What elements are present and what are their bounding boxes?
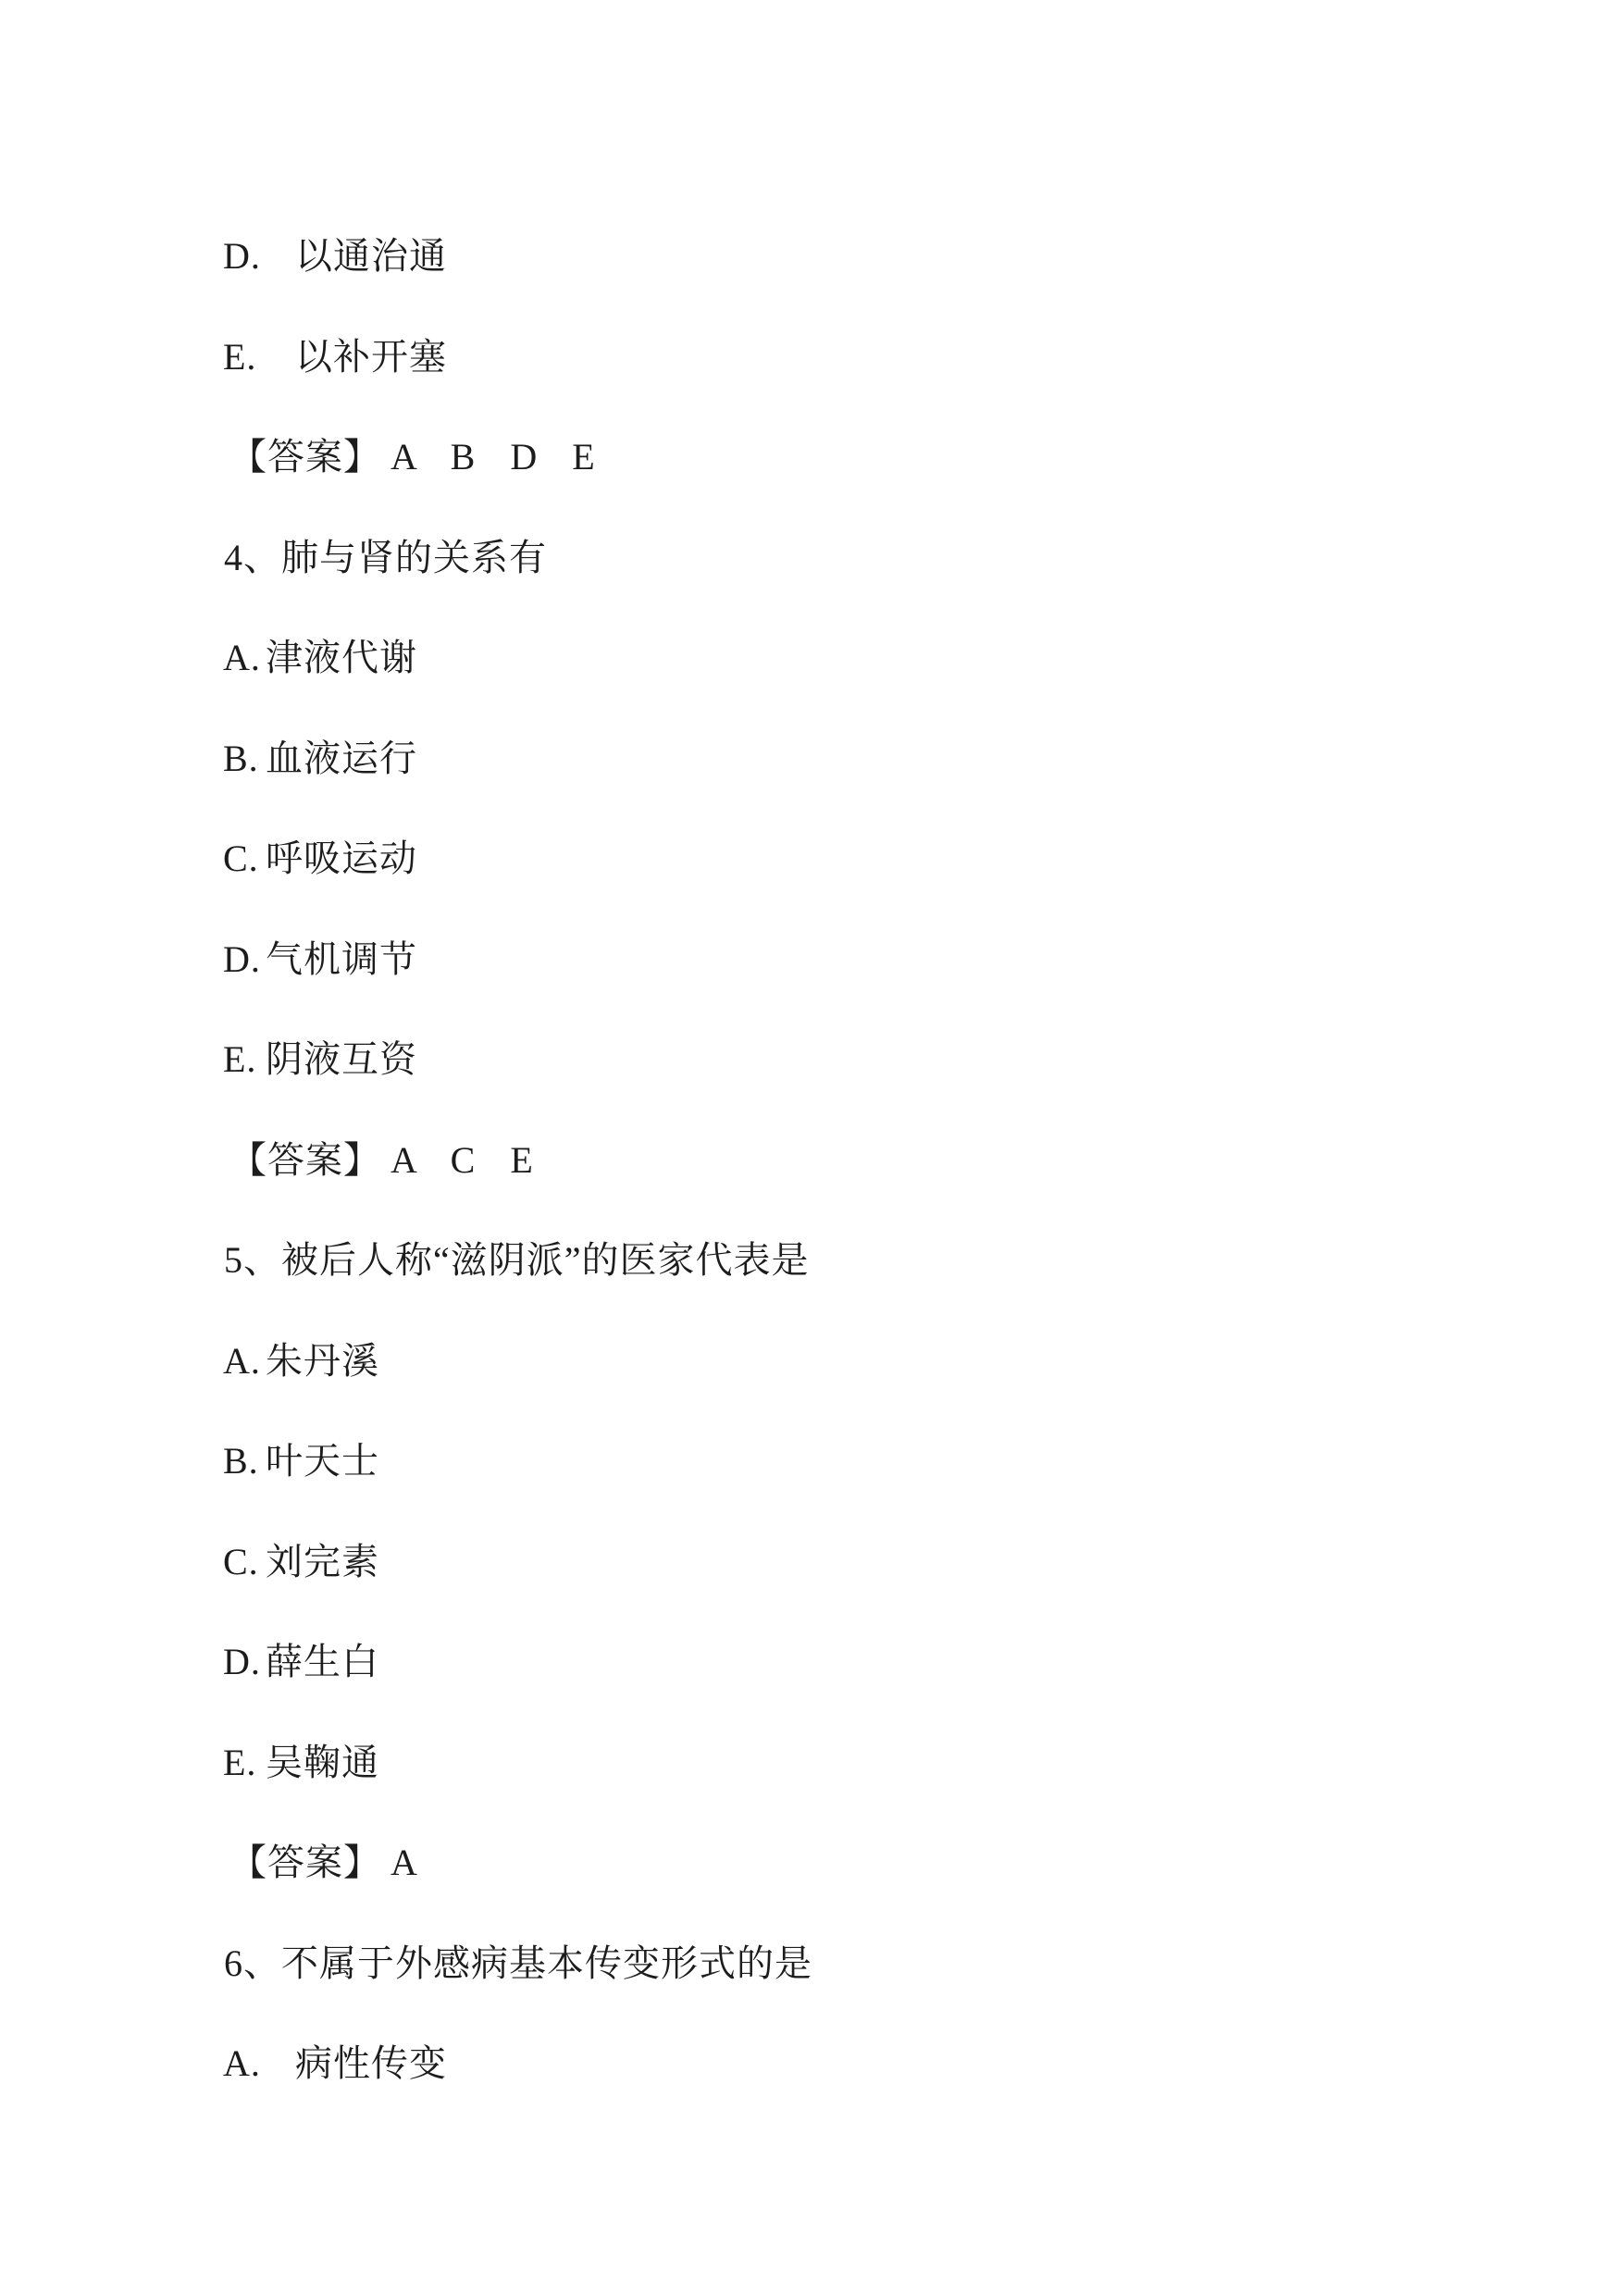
option-label: C. (223, 1541, 259, 1582)
question-number: 4、 (224, 537, 281, 578)
option-label: E. (223, 1742, 257, 1783)
question-number: 6、 (224, 1942, 281, 1984)
q3-option-d (182, 181, 447, 277)
question-stem: 被后人称“滋阴派”的医家代表是 (281, 1239, 810, 1281)
option-label: B. (223, 738, 259, 779)
option-label: E. (223, 1038, 257, 1080)
q6-question-stem (183, 1889, 812, 1984)
question-stem: 不属于外感病基本传变形式的是 (281, 1942, 812, 1984)
option-label: E. (223, 336, 257, 378)
option-text: 阴液互资 (266, 1038, 417, 1080)
q3-answer-line (189, 382, 608, 478)
option-text: 薛生白 (266, 1641, 379, 1682)
answer-prefix: 【答案】 (229, 1842, 381, 1883)
q5-option-e (182, 1688, 379, 1783)
answer-value: A (391, 1842, 430, 1883)
q5-option-c (182, 1487, 379, 1582)
option-text: 叶天士 (266, 1440, 379, 1482)
option-text: 以通治通 (295, 235, 447, 277)
question-number: 5、 (224, 1239, 281, 1281)
option-text: 血液运行 (266, 738, 417, 779)
q5-option-a (182, 1286, 379, 1382)
option-text: 呼吸运动 (266, 837, 417, 879)
q6-option-a (182, 1989, 447, 2084)
q5-question-stem (183, 1185, 810, 1281)
option-text: 津液代谢 (266, 637, 417, 678)
option-text: 刘完素 (266, 1541, 379, 1582)
option-text: 朱丹溪 (266, 1340, 379, 1382)
option-text: 以补开塞 (295, 336, 447, 378)
answer-prefix: 【答案】 (229, 1139, 381, 1181)
q4-option-e (182, 985, 417, 1080)
option-label: C. (223, 837, 259, 879)
q4-option-a (182, 583, 417, 678)
q4-option-b (182, 684, 417, 779)
option-label: B. (223, 1440, 259, 1482)
answer-value: A C E (391, 1139, 546, 1181)
option-label: A. (223, 2042, 261, 2084)
question-stem: 肺与肾的关系有 (281, 537, 547, 578)
option-label: A. (223, 637, 261, 678)
q4-option-c (182, 784, 417, 879)
q3-option-e (182, 282, 447, 378)
q4-option-d (182, 885, 417, 980)
answer-value: A B D E (391, 436, 608, 478)
option-text: 吴鞠通 (266, 1742, 379, 1783)
q4-answer-line (189, 1085, 546, 1181)
q5-option-d (182, 1587, 379, 1682)
option-label: D. (223, 938, 261, 980)
q4-question-stem (183, 483, 547, 578)
q5-option-b (182, 1386, 379, 1482)
option-text: 病性传变 (295, 2042, 447, 2084)
option-label: A. (223, 1340, 261, 1382)
option-label: D. (223, 1641, 261, 1682)
option-label: D. (223, 235, 261, 277)
option-text: 气机调节 (266, 938, 417, 980)
q5-answer-line (189, 1788, 430, 1883)
answer-prefix: 【答案】 (229, 436, 381, 478)
